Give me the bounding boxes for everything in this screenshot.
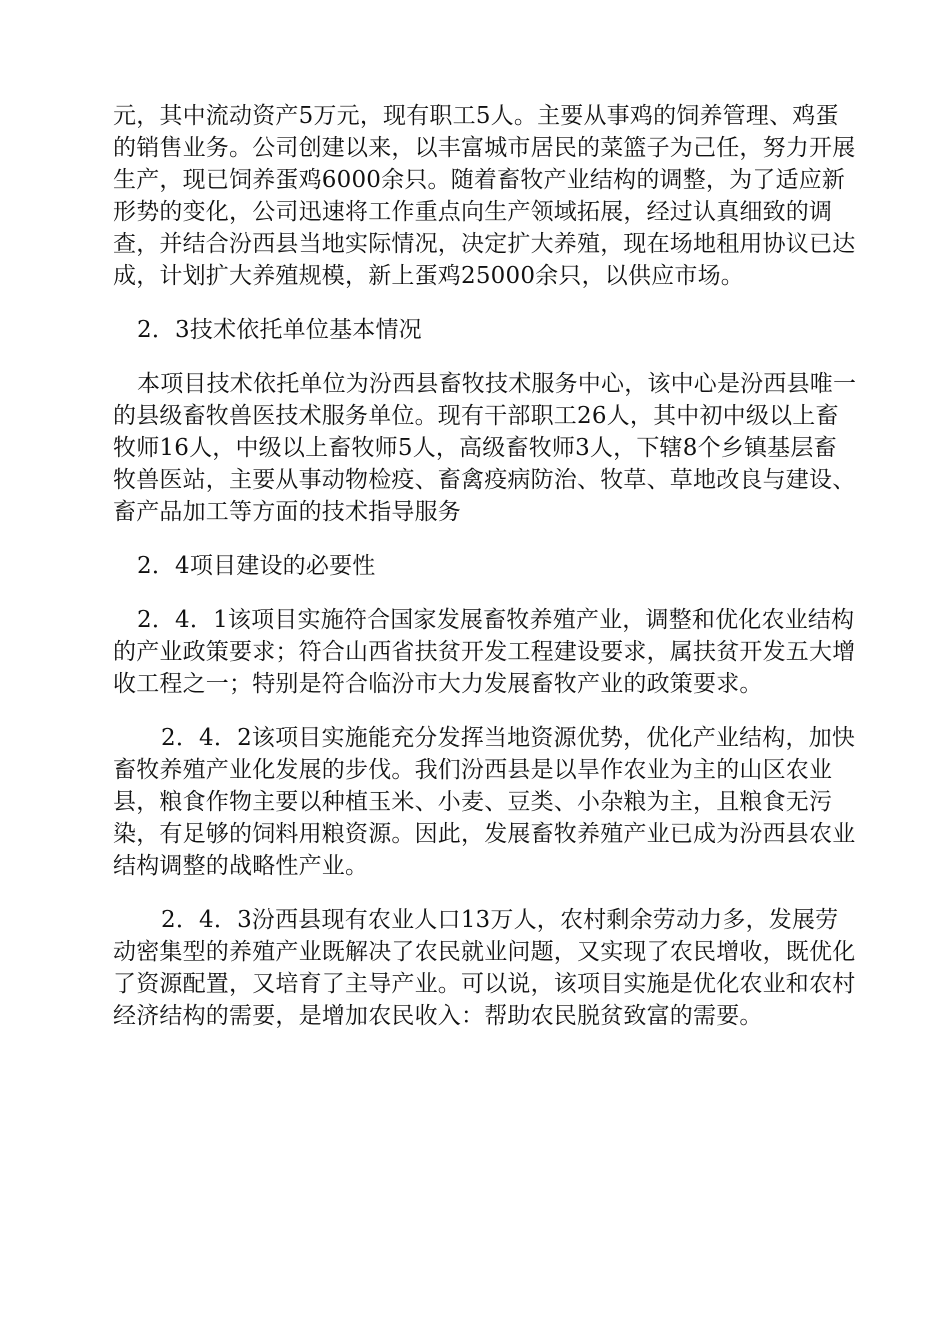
section-heading-2-4: 2．4项目建设的必要性 (137, 553, 376, 579)
paragraph-necessity-2-4-1: 2．4．1该项目实施符合国家发展畜牧养殖产业，调整和优化农业结构的产业政策要求；符合山西省扶贫开发工程建设要求，属扶贫开发五大增收工程之一；特别是符合临汾市大力发展畜牧产业的政策要求。 (113, 607, 856, 697)
paragraph-company-overview: 元，其中流动资产5万元，现有职工5人。主要从事鸡的饲养管理、鸡蛋的销售业务。公司创建以来，以丰富城市居民的菜篮子为己任，努力开展生产，现已饲养蛋鸡6000余只。随着畜牧产业结构的调整，为了适应新形势的变化，公司迅速将工作重点向生产领域拓展，经过认真细致的调查，并结合汾西县当地实际情况，决定扩大养殖，现在场地租用协议已达成，计划扩大养殖规模，新上蛋鸡25000余只，以供应市场。 (113, 103, 856, 289)
paragraph-necessity-2-4-2: 2．4．2该项目实施能充分发挥当地资源优势，优化产业结构，加快畜牧养殖产业化发展的步伐。我们汾西县是以旱作农业为主的山区农业县，粮食作物主要以种植玉米、小麦、豆类、小杂粮为主，且粮食无污染，有足够的饲料用粮资源。因此，发展畜牧养殖产业已成为汾西县农业结构调整的战略性产业。 (113, 725, 856, 879)
paragraph-necessity-2-4-3: 2．4．3汾西县现有农业人口13万人，农村剩余劳动力多，发展劳动密集型的养殖产业既解决了农民就业问题，又实现了农民增收，既优化了资源配置，又培育了主导产业。可以说，该项目实施是优化农业和农村经济结构的需要，是增加农民收入：帮助农民脱贫致富的需要。 (113, 907, 856, 1029)
document-body (113, 100, 858, 1054)
section-heading-2-3: 2．3技术依托单位基本情况 (137, 317, 422, 343)
paragraph-tech-support-unit: 本项目技术依托单位为汾西县畜牧技术服务中心，该中心是汾西县唯一的县级畜牧兽医技术服务单位。现有干部职工26人，其中初中级以上畜牧师16人，中级以上畜牧师5人，高级畜牧师3人，下辖8个乡镇基层畜牧兽医站，主要从事动物检疫、畜禽疫病防治、牧草、草地改良与建设、畜产品加工等方面的技术指导服务 (113, 371, 857, 525)
